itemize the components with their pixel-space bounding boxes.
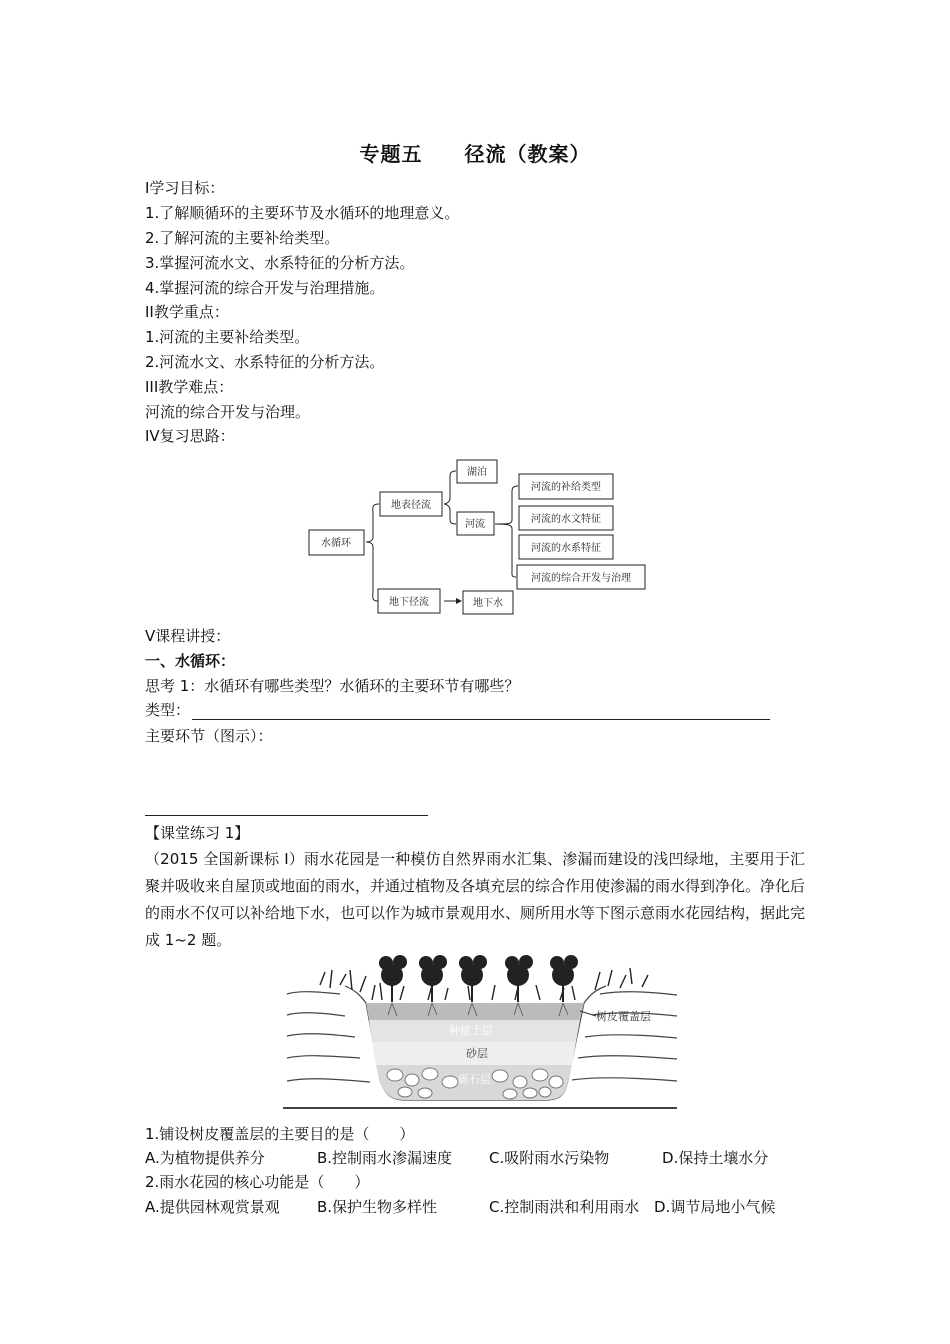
question-2-stem: 2.雨水花园的核心功能是（ ） bbox=[145, 1173, 370, 1191]
label-sand-layer: 砂层 bbox=[466, 1047, 488, 1060]
exercise-passage: （2015 全国新课标 I）雨水花园是一种模仿自然界雨水汇集、渗漏而建设的浅凹绿地，主要用于汇聚并吸收来自屋顶或地面的雨水，并通过植物及各填充层的综合作用使渗漏的雨水得到净化。净化后的雨水不仅可以补给地下水，也可以作为城市景观用水、厕所用水等下图示意雨水花园结构，据此完成 1~2 题。 bbox=[145, 850, 806, 949]
node-groundwater: 地下水 bbox=[473, 598, 503, 609]
question-1: 思考 1：水循环有哪些类型？水循环的主要环节有哪些？ bbox=[145, 677, 520, 695]
node-underground-runoff: 地下径流 bbox=[389, 597, 429, 608]
label-gravel-layer: 砾石层 bbox=[458, 1073, 491, 1086]
exercise-heading: 【课堂练习 1】 bbox=[145, 824, 250, 842]
goal-item: 2.了解河流的主要补给类型。 bbox=[145, 229, 340, 247]
node-lake: 湖泊 bbox=[467, 467, 487, 478]
option-c[interactable]: C.控制雨洪和利用雨水 bbox=[489, 1198, 640, 1216]
question-1-stem: 1.铺设树皮覆盖层的主要目的是（ ） bbox=[145, 1125, 415, 1143]
difficulties-heading: III教学难点： bbox=[145, 378, 234, 396]
option-d[interactable]: D.保持土壤水分 bbox=[662, 1149, 769, 1167]
node-river-item: 河流的补给类型 bbox=[531, 482, 601, 493]
key-points-heading: II教学重点： bbox=[145, 303, 229, 321]
review-heading: IV复习思路： bbox=[145, 427, 235, 445]
option-b[interactable]: B.保护生物多样性 bbox=[317, 1198, 438, 1216]
option-a[interactable]: A.提供园林观赏景观 bbox=[145, 1198, 280, 1216]
type-label: 类型： bbox=[145, 701, 191, 719]
key-point-item: 2.河流水文、水系特征的分析方法。 bbox=[145, 353, 385, 371]
option-a[interactable]: A.为植物提供养分 bbox=[145, 1149, 265, 1167]
option-d[interactable]: D.调节局地小气候 bbox=[654, 1198, 776, 1216]
lecture-heading: V课程讲授： bbox=[145, 627, 231, 645]
option-c[interactable]: C.吸附雨水污染物 bbox=[489, 1149, 610, 1167]
main-links-label: 主要环节（图示）： bbox=[145, 727, 273, 745]
label-soil-layer: 种植土层 bbox=[449, 1024, 493, 1037]
goal-item: 1.了解顺循环的主要环节及水循环的地理意义。 bbox=[145, 204, 460, 222]
section-heading: 一、水循环： bbox=[145, 652, 236, 670]
goal-item: 4.掌握河流的综合开发与治理措施。 bbox=[145, 279, 385, 297]
node-surface-runoff: 地表径流 bbox=[391, 500, 431, 511]
node-river-item: 河流的水文特征 bbox=[531, 514, 601, 525]
node-water-cycle: 水循环 bbox=[321, 538, 351, 549]
option-b[interactable]: B.控制雨水渗漏速度 bbox=[317, 1149, 453, 1167]
node-river: 河流 bbox=[465, 519, 485, 530]
goal-item: 3.掌握河流水文、水系特征的分析方法。 bbox=[145, 254, 415, 272]
node-river-item: 河流的水系特征 bbox=[531, 543, 601, 554]
goals-heading: I学习目标： bbox=[145, 179, 225, 197]
node-river-item: 河流的综合开发与治理 bbox=[531, 573, 631, 584]
label-bark-layer: 树皮覆盖层 bbox=[596, 1010, 651, 1023]
difficulty-item: 河流的综合开发与治理。 bbox=[145, 403, 311, 421]
page-title: 专题五 径流（教案） bbox=[359, 142, 591, 166]
key-point-item: 1.河流的主要补给类型。 bbox=[145, 328, 310, 346]
